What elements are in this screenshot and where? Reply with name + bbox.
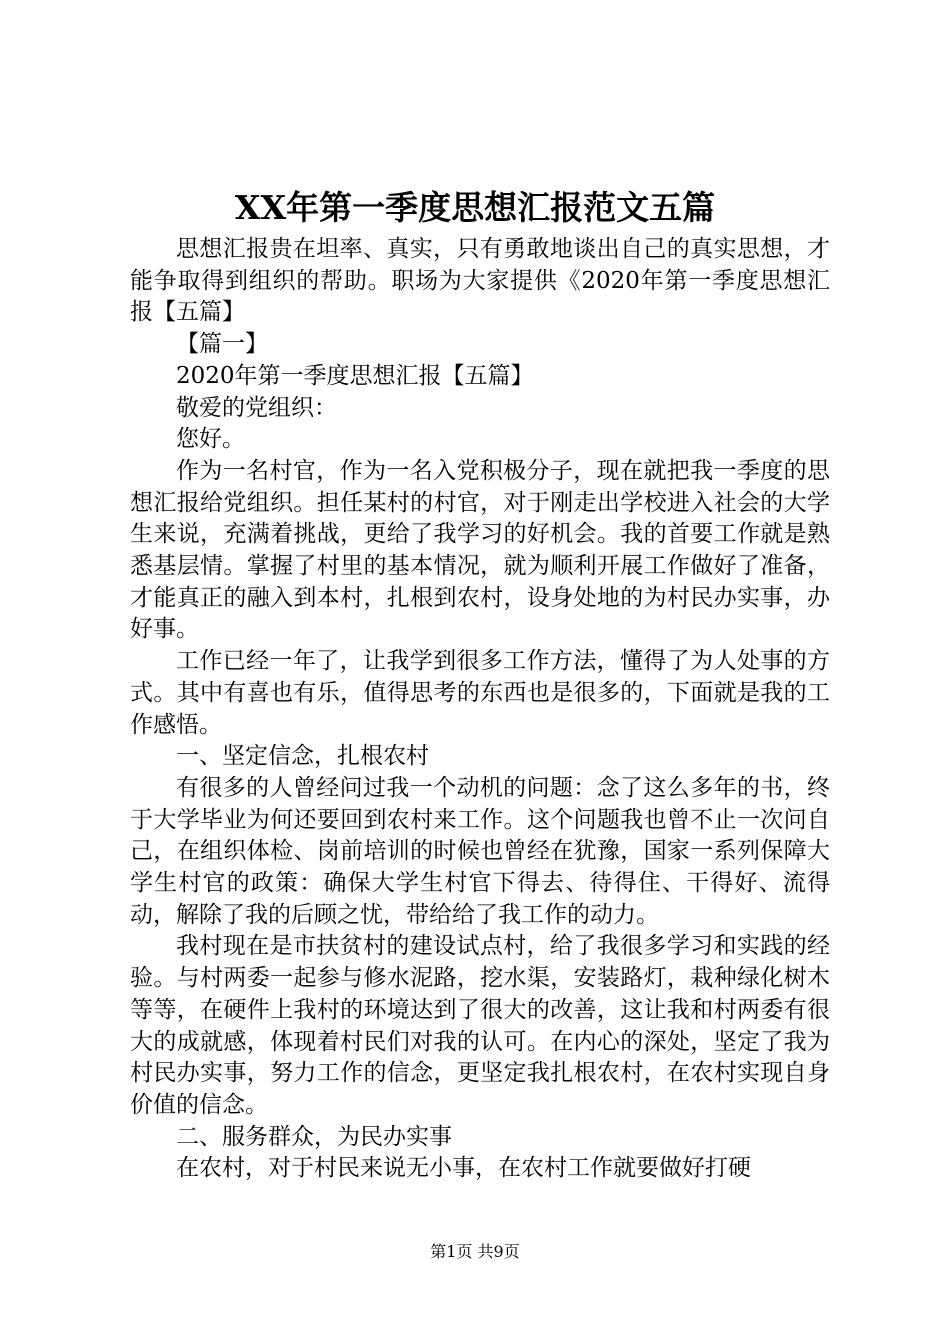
paragraph-body: 在农村，对于村民来说无小事，在农村工作就要做好打硬 xyxy=(176,1155,751,1182)
document-body xyxy=(130,234,830,1185)
paragraph-body: 有很多的人曾经问过我一个动机的问题：念了这么多年的书，终于大学毕业为何还要回到农村来工作。这个问题我也曾不止一次问自己，在组织体检、岗前培训的时候也曾经在犹豫，国家一系列保障大学生村官的政策：确保大学生村官下得去、待得住、干得好、流得动，解除了我的后顾之忧，带给给了我工作的动力。 xyxy=(130,774,830,928)
paragraph-body: 我村现在是市扶贫村的建设试点村，给了我很多学习和实践的经验。与村两委一起参与修水泥路，挖水渠，安装路灯，栽种绿化树木等等，在硬件上我村的环境达到了很大的改善，这让我和村两委有很大的成就感，体现着村民们对我的认可。在内心的深处，坚定了我为村民办实事，努力工作的信念，更坚定我扎根农村，在农村实现自身价值的信念。 xyxy=(130,933,830,1118)
paragraph-heading: 一、坚定信念，扎根农村 xyxy=(176,743,429,770)
paragraph-heading: 二、服务群众，为民办实事 xyxy=(176,1123,452,1150)
paragraph-salutation: 敬爱的党组织： xyxy=(176,394,337,421)
page-footer: 第1页 共9页 xyxy=(430,1242,520,1261)
paragraph-intro: 思想汇报贵在坦率、真实，只有勇敢地谈出自己的真实思想，才能争取得到组织的帮助。职场为大家提供《2020年第一季度思想汇报【五篇】 xyxy=(130,236,830,326)
document-title: XX年第一季度思想汇报范文五篇 xyxy=(234,188,716,227)
paragraph-body: 工作已经一年了，让我学到很多工作方法，懂得了为人处事的方式。其中有喜也有乐，值得思考的东西也是很多的，下面就是我的工作感悟。 xyxy=(130,648,830,738)
paragraph-subtitle: 2020年第一季度思想汇报【五篇】 xyxy=(176,362,534,389)
paragraph-greeting: 您好。 xyxy=(176,426,245,453)
paragraph-body: 作为一名村官，作为一名入党积极分子，现在就把我一季度的思想汇报给党组织。担任某村的村官，对于刚走出学校进入社会的大学生来说，充满着挑战，更给了我学习的好机会。我的首要工作就是熟悉基层情。掌握了村里的基本情况，就为顺利开展工作做好了准备，才能真正的融入到本村，扎根到农村，设身处地的为村民办实事，办好事。 xyxy=(130,457,830,643)
paragraph-section-label: 【篇一】 xyxy=(176,331,268,358)
